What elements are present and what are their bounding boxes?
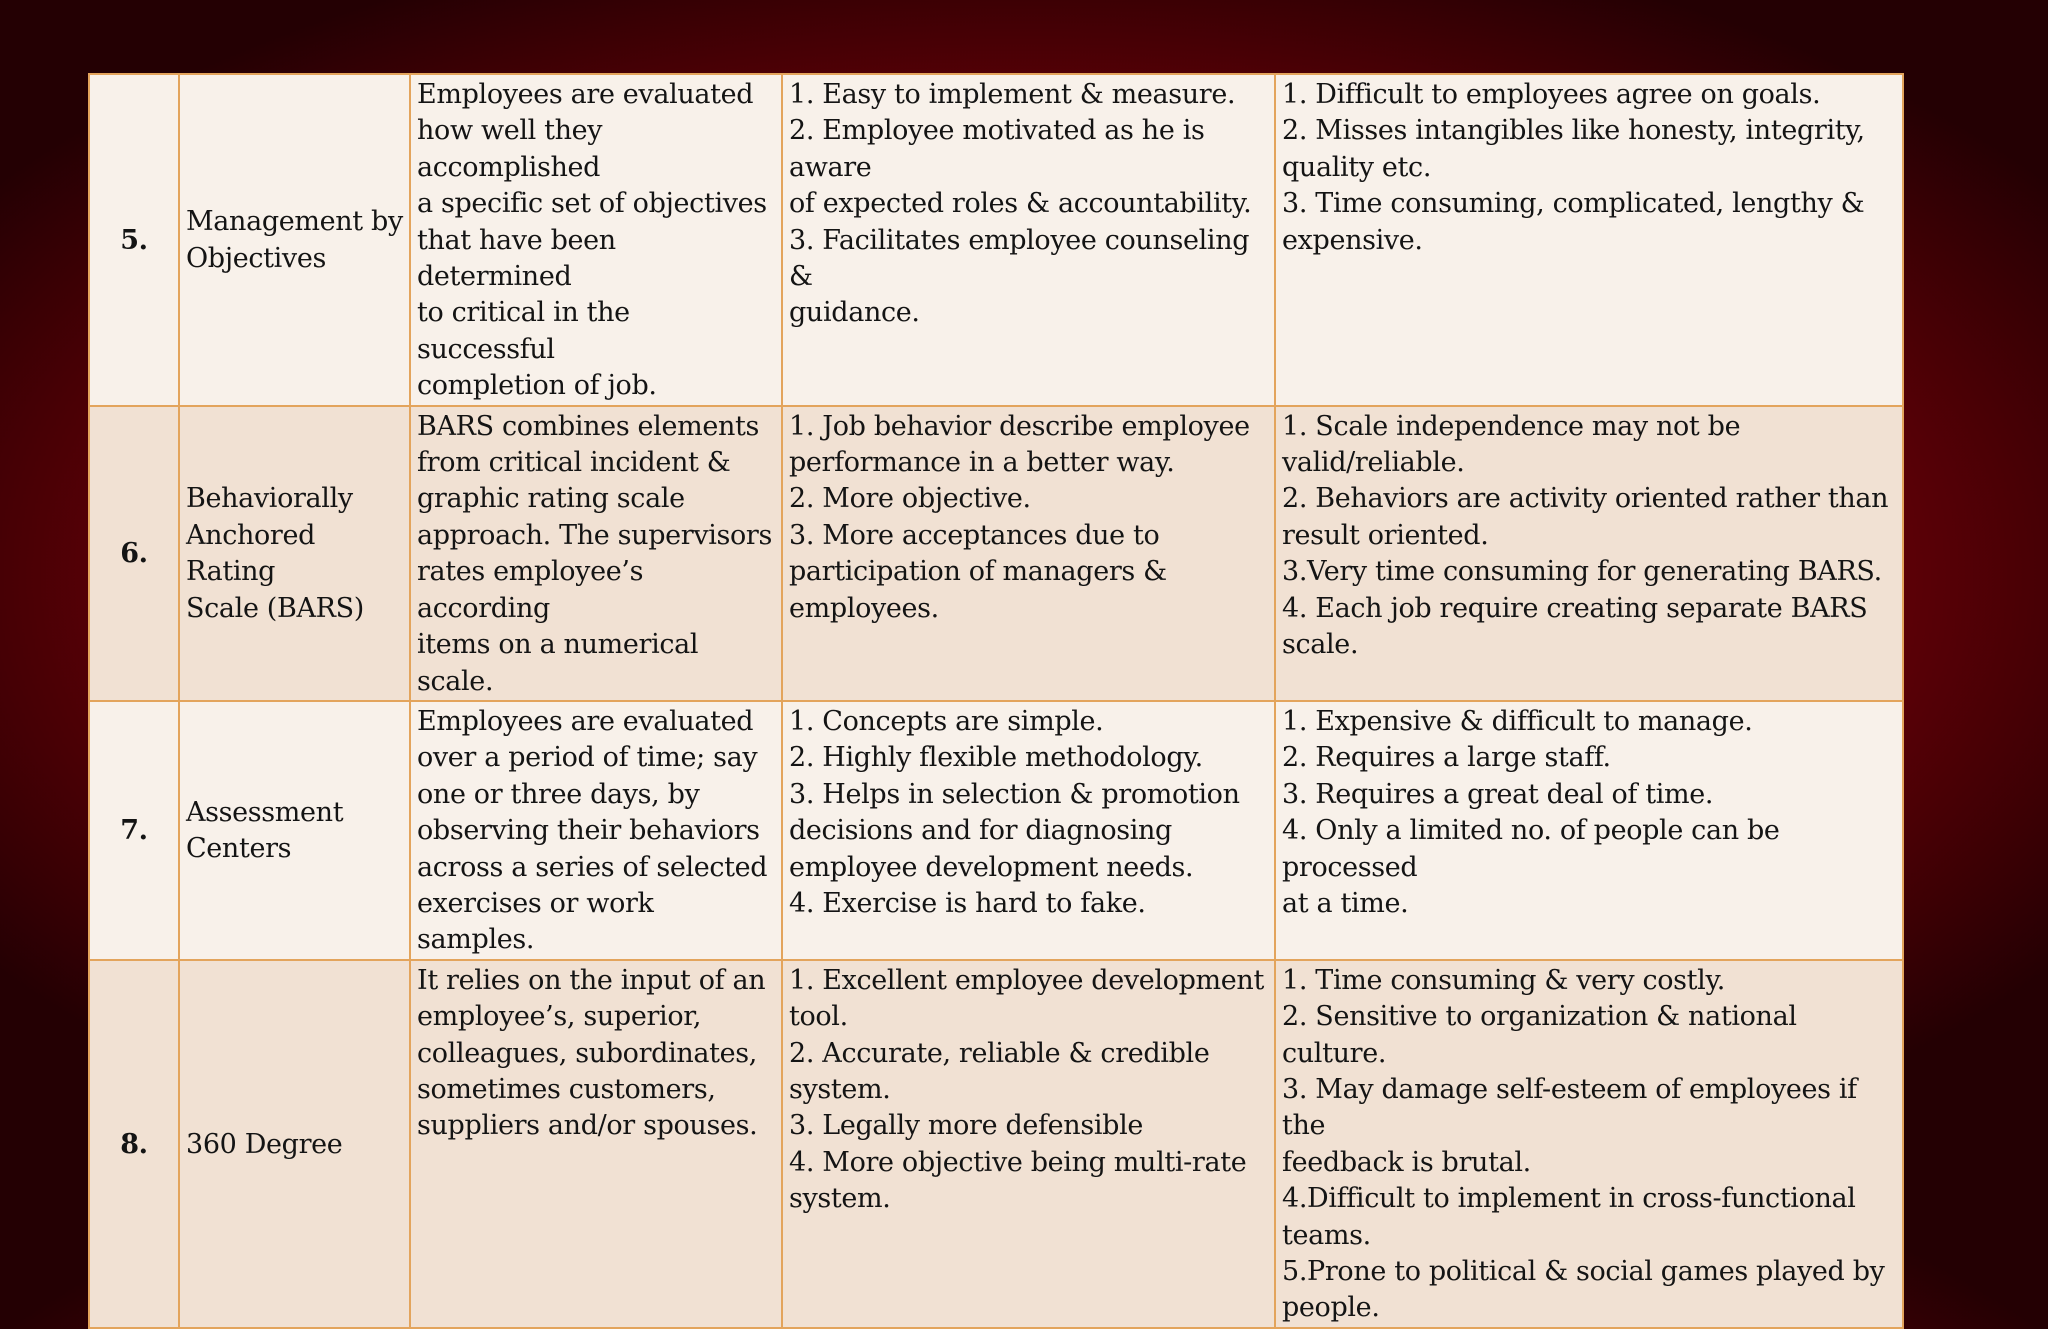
method-name: Behaviorally Anchored Rating Scale (BARS) bbox=[179, 406, 410, 701]
method-disadvantages: 1. Time consuming & very costly. 2. Sensitive to organization & national culture. 3. May damage self-esteem of employees if the feedback is brutal. 4.Difficult to implement in cross-functional teams. 5.Prone to political & social games played by people. bbox=[1275, 960, 1903, 1328]
row-number: 6. bbox=[89, 406, 179, 701]
appraisal-methods-table-wrapper bbox=[88, 73, 1902, 1324]
row-number: 7. bbox=[89, 701, 179, 960]
method-advantages: 1. Concepts are simple. 2. Highly flexible methodology. 3. Helps in selection & promotion decisions and for diagnosing employee development needs. 4. Exercise is hard to fake. bbox=[782, 701, 1275, 960]
method-name: Management by Objectives bbox=[179, 74, 410, 406]
table-row bbox=[89, 701, 1903, 960]
row-number: 8. bbox=[89, 960, 179, 1328]
table-row bbox=[89, 74, 1903, 406]
appraisal-methods-table bbox=[88, 73, 1904, 1329]
method-description: Employees are evaluated over a period of time; say one or three days, by observing their behaviors across a series of selected exercises or work samples. bbox=[410, 701, 782, 960]
method-name: Assessment Centers bbox=[179, 701, 410, 960]
method-disadvantages: 1. Scale independence may not be valid/reliable. 2. Behaviors are activity oriented rather than result oriented. 3.Very time consuming for generating BARS. 4. Each job require creating separate BARS scale. bbox=[1275, 406, 1903, 701]
method-advantages: 1. Job behavior describe employee performance in a better way. 2. More objective. 3. More acceptances due to participation of managers & employees. bbox=[782, 406, 1275, 701]
table-row bbox=[89, 960, 1903, 1328]
row-number: 5. bbox=[89, 74, 179, 406]
method-description: Employees are evaluated how well they accomplished a specific set of objectives that have been determined to critical in the successful completion of job. bbox=[410, 74, 782, 406]
method-disadvantages: 1. Difficult to employees agree on goals. 2. Misses intangibles like honesty, integrity, quality etc. 3. Time consuming, complicated, lengthy & expensive. bbox=[1275, 74, 1903, 406]
table-row bbox=[89, 406, 1903, 701]
method-disadvantages: 1. Expensive & difficult to manage. 2. Requires a large staff. 3. Requires a great deal of time. 4. Only a limited no. of people can be processed at a time. bbox=[1275, 701, 1903, 960]
method-name: 360 Degree bbox=[179, 960, 410, 1328]
method-description: It relies on the input of an employee’s, superior, colleagues, subordinates, sometimes customers, suppliers and/or spouses. bbox=[410, 960, 782, 1328]
method-advantages: 1. Easy to implement & measure. 2. Employee motivated as he is aware of expected roles & accountability. 3. Facilitates employee counseling & guidance. bbox=[782, 74, 1275, 406]
method-advantages: 1. Excellent employee development tool. 2. Accurate, reliable & credible system. 3. Legally more defensible 4. More objective being multi-rate system. bbox=[782, 960, 1275, 1328]
method-description: BARS combines elements from critical incident & graphic rating scale approach. The supervisors rates employee’s according items on a numerical scale. bbox=[410, 406, 782, 701]
